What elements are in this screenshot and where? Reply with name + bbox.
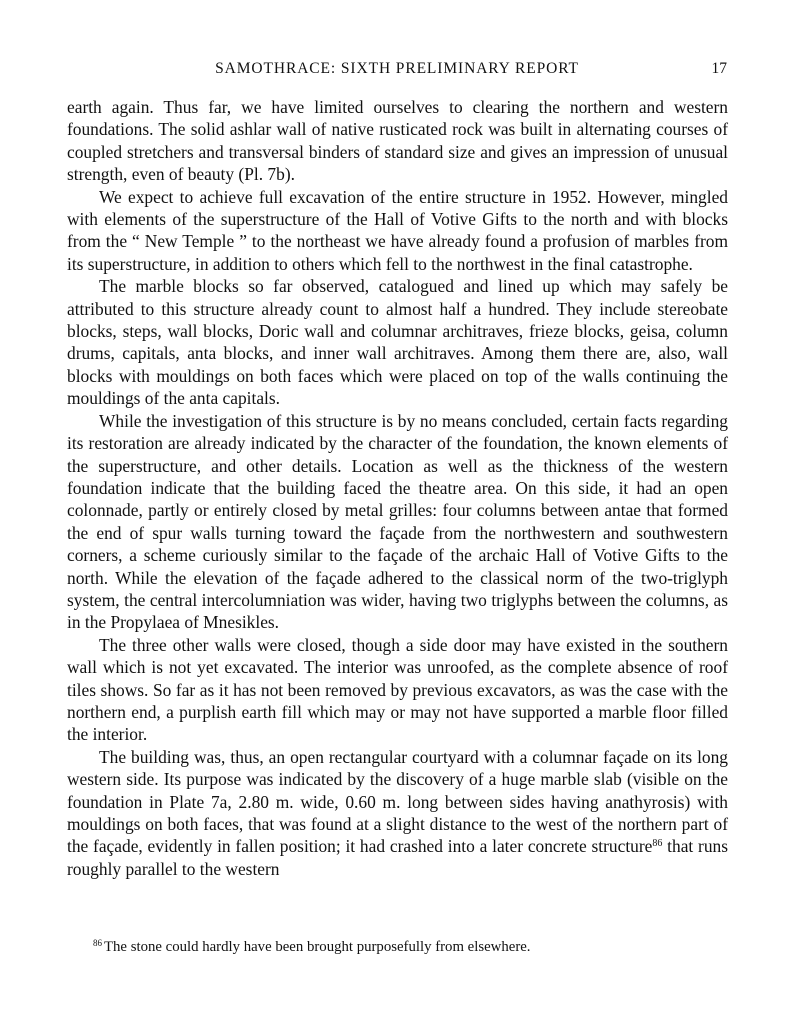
running-title: SAMOTHRACE: SIXTH PRELIMINARY REPORT [215, 60, 579, 77]
footnote-text: The stone could hardly have been brought purposefully from elsewhere. [104, 939, 531, 955]
paragraph-6-text-continued: that runs roughly parallel to the western [67, 836, 728, 879]
paragraph-1: earth again. Thus far, we have limited ourselves to clearing the northern and western foundations. The solid ashlar wall of native rusticated rock was built in alternating courses of coupled stretchers and transversal binders of standard size and gives an impression of unusual strength, even of beauty (Pl. 7b). [67, 97, 728, 185]
footnote-reference[interactable]: 86 [652, 838, 663, 850]
footnote-number: 86 [93, 938, 102, 948]
page-header [67, 60, 727, 82]
paragraph-6-text: The building was, thus, an open rectangular courtyard with a columnar façade on its long western side. Its purpose was indicated by the discovery of a huge marble slab (visible on the foundation in Plate 7a, 2.80 m. wide, 0.60 m. long between sides having anathyrosis) with mouldings on both faces, that was found at a slight distance to the west of the northern part of the façade, evidently in fallen position; it had crashed into a later concrete structure [67, 746, 728, 857]
paragraph-4: While the investigation of this structure is by no means concluded, certain facts regarding its restoration are already indicated by the character of the foundation, the known elements of the superstructure, and other details. Location as well as the thickness of the western foundation indicate that the building faced the theatre area. On this side, it had an open colonnade, partly or entirely closed by metal grilles: four columns between antae that formed the end of spur walls turning toward the façade from the northwestern and southwestern corners, a scheme curiously similar to the façade of the archaic Hall of Votive Gifts to the north. While the elevation of the façade adhered to the classical norm of the two-triglyph system, the central intercolumniation was wider, having two triglyphs between the columns, as in the Propylaea of Mnesikles. [67, 410, 728, 633]
paragraph-6 [67, 746, 728, 880]
footnote [93, 938, 733, 956]
paragraph-5: The three other walls were closed, though a side door may have existed in the southern wall which is not yet excavated. The interior was unroofed, as the complete absence of roof tiles shows. So far as it has not been removed by previous excavators, as was the case with the northern end, a purplish earth fill which may or may not have supported a marble floor filled the interior. [67, 634, 728, 745]
page-number: 17 [711, 60, 727, 77]
footnotes [93, 938, 733, 956]
paragraph-2: We expect to achieve full excavation of the entire structure in 1952. However, mingled with elements of the superstructure of the Hall of Votive Gifts to the north and with blocks from the “ New Temple ” to the northeast we have already found a profusion of marbles from its superstructure, in addition to others which fell to the northwest in the final catastrophe. [67, 186, 728, 274]
paragraph-3: The marble blocks so far observed, catalogued and lined up which may safely be attributed to this structure already count to almost half a hundred. They include stereobate blocks, steps, wall blocks, Doric wall and columnar architraves, frieze blocks, geisa, column drums, capitals, anta blocks, and inner wall architraves. Among them there are, also, wall blocks with mouldings on both faces which were placed on top of the walls continuing the mouldings of the anta capitals. [67, 276, 728, 409]
body-text [67, 96, 728, 880]
